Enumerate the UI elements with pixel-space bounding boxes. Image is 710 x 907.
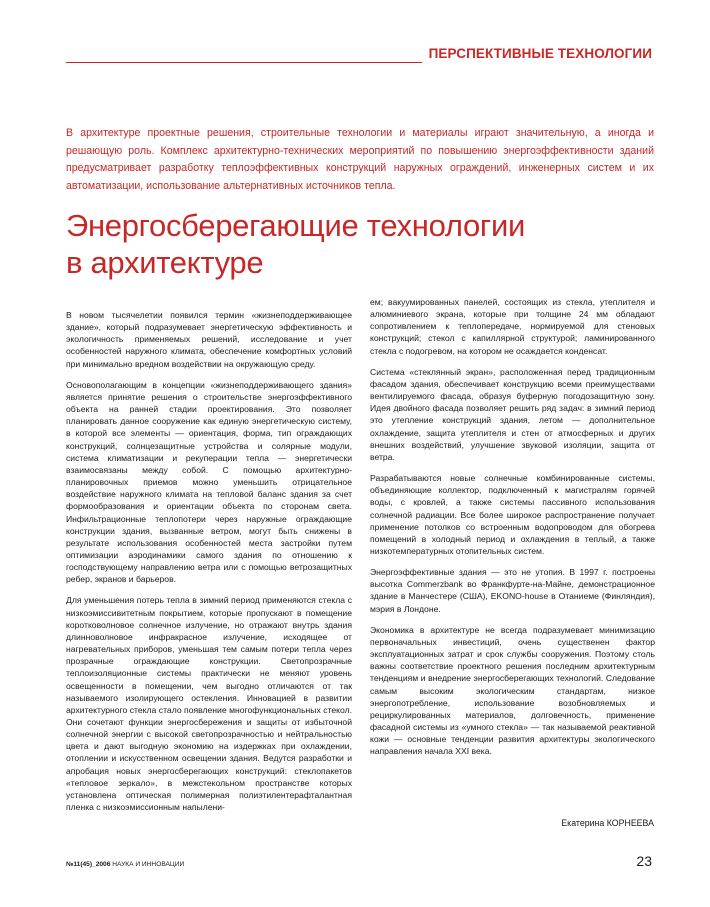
body-paragraph: Для уменьшения потерь тепла в зимний период применяются стекла с низкоэмиссивитетным покрытием, которые пропускают в помещение коротковолновое солнечное излучение, но отражают внутрь здания длинноволновое инфракрасное излучение, исходящее от нагревательных приборов, уменьшая тем самым потери тепла через прозрачные ограждающие конструкции. Светопрозрачные теплоизоляционные системы практически не меняют уровень освещенности в помещении, чем выгодно отличаются от так называемого изолирующего остекления. Инновацией в развитии архитектурного стекла стало появление многофункциональных стекол. Они сочетают функции энергосбережения и защиты от избыточной солнечной энергии с высокой светопрозрачностью и нейтральностью цвета и дают выгодную экономию на издержках при охлаждении, отоплении и искусственном освещении здания. Ведутся разработки и апробация новых энергосберегающих конструкций: стеклопакетов «тепловое зеркало», в межстекольном пространстве которых установлена оптическая полимерная полиэтилентерафталантная пленка с низкоэмиссионным напылени-: [66, 595, 352, 813]
body-paragraph: Энергоэффективные здания — это не утопия. В 1997 г. построены высотка Commerzbank во Франкфурте-на-Майне, демонстрационное здание в Манчестере (США), EKONO-house в Отаниеме (Финляндия), мэрия в Лондоне.: [370, 567, 655, 614]
body-paragraph: ем; вакуумированных панелей, состоящих из стекла, утеплителя и алюминиевого экрана, которые при толщине 24 мм обладают сопротивлением к теплопередаче, нормируемой для стеновых конструкций; стекол с капиллярной структурой; ламинированного стекла с подогревом, на котором не осаждается конденсат.: [370, 297, 655, 356]
page-number: 23: [636, 853, 652, 869]
article-title: [66, 207, 626, 281]
author-name: Екатерина КОРНЕЕВА: [561, 818, 654, 828]
body-paragraph: В новом тысячелетии появился термин «жизнеподдерживающее здание», который подразумевает энергетическую эффективность и экологичность применяемых решений, исследование и учет особенностей наружного климата, обеспечение комфортных условий при минимально вредном воздействии на окружающую среду.: [66, 310, 352, 369]
body-paragraph: Разрабатываются новые солнечные комбинированные системы, объединяющие коллектор, подключенный к магистралям горячей воды, с кровлей, а также системы пассивного использования солнечной радиации. Все более широкое распространение получает применение потолков со встроенным водопроводом для обогрева помещений в холодный период и охлаждения в теплый, а также низкотемпературных отопительных систем.: [370, 473, 655, 556]
header-rule: [66, 62, 422, 63]
footer-issue-info: [66, 861, 184, 868]
magazine-name: НАУКА И ИННОВАЦИИ: [112, 861, 185, 868]
issue-number: №11(45)_2006: [66, 861, 111, 868]
section-label: ПЕРСПЕКТИВНЫЕ ТЕХНОЛОГИИ: [428, 46, 652, 61]
body-paragraph: Экономика в архитектуре не всегда подразумевает минимизацию первоначальных инвестиций, очень существенен фактор эксплуатационных затрат и срок службы сооружения. Поэтому столь важны соответствие проектного решения последним архитектурным тенденциям и внедрение энергосберегающих технологий. Следование самым высоким экологическим стандартам, низкое энергопотребление, использование возобновляемых и рециркулированных материалов, долговечность, применение фасадной системы из «умного стекла» — так называемой реактивной кожи — основные тенденции развития архитектуры экологического направления начала XXI века.: [370, 624, 655, 757]
running-header: [66, 44, 652, 66]
body-column-right: [370, 296, 655, 766]
article-title-line-2: в архитектуре: [66, 245, 264, 280]
body-paragraph: Основополагающим в концепции «жизнеподдерживающего здания» является принятие решения о строительстве энергоэффективного объекта на ранней стадии проектирования. Это позволяет планировать данное сооружение как единую энергетическую систему, в которой все элементы — ориентация, форма, тип ограждающих конструкций, солнцезащитные устройства и солярные модули, система климатизации и рекуперации тепла — энергетически взаимосвязаны между собой. С помощью архитектурно-планировочных приемов можно уменьшить отрицательное воздействие наружного климата на тепловой баланс здания за счет формообразования и ориентации объекта по сторонам света. Инфильтрационные теплопотери через наружные ограждающие конструкции здания, вызванные ветром, могут быть снижены в результате использования особенностей места застройки путем оптимизации аэродинамики самого здания по отношению к господствующему направлению ветра или с помощью ветрозащитных ребер, экранов и барьеров.: [66, 379, 352, 585]
body-column-left: [66, 309, 352, 822]
article-title-line-1: Энергосберегающие технологии: [66, 208, 525, 243]
lead-paragraph: В архитектуре проектные решения, строительные технологии и материалы играют значительную, а иногда и решающую роль. Комплекс архитектурно-технических мероприятий по повышению энергоэффективности зданий предусматривает разработку теплоэффективных конструкций наружных ограждений, инженерных систем и их автоматизации, использование альтернативных источников тепла.: [66, 127, 654, 192]
body-paragraph: Система «стеклянный экран», расположенная перед традиционным фасадом здания, обеспечивает конструкцию всеми преимуществами вентилируемого фасада, образуя буферную погодозащитную зону. Идея двойного фасада позволяет решить ряд задач: в зимний период это утепление конструкций здания, летом — дополнительное охлаждение, защита утеплителя и стен от атмосферных и других внешних воздействий, улучшение звуковой изоляции, защита от ветра.: [370, 366, 655, 462]
